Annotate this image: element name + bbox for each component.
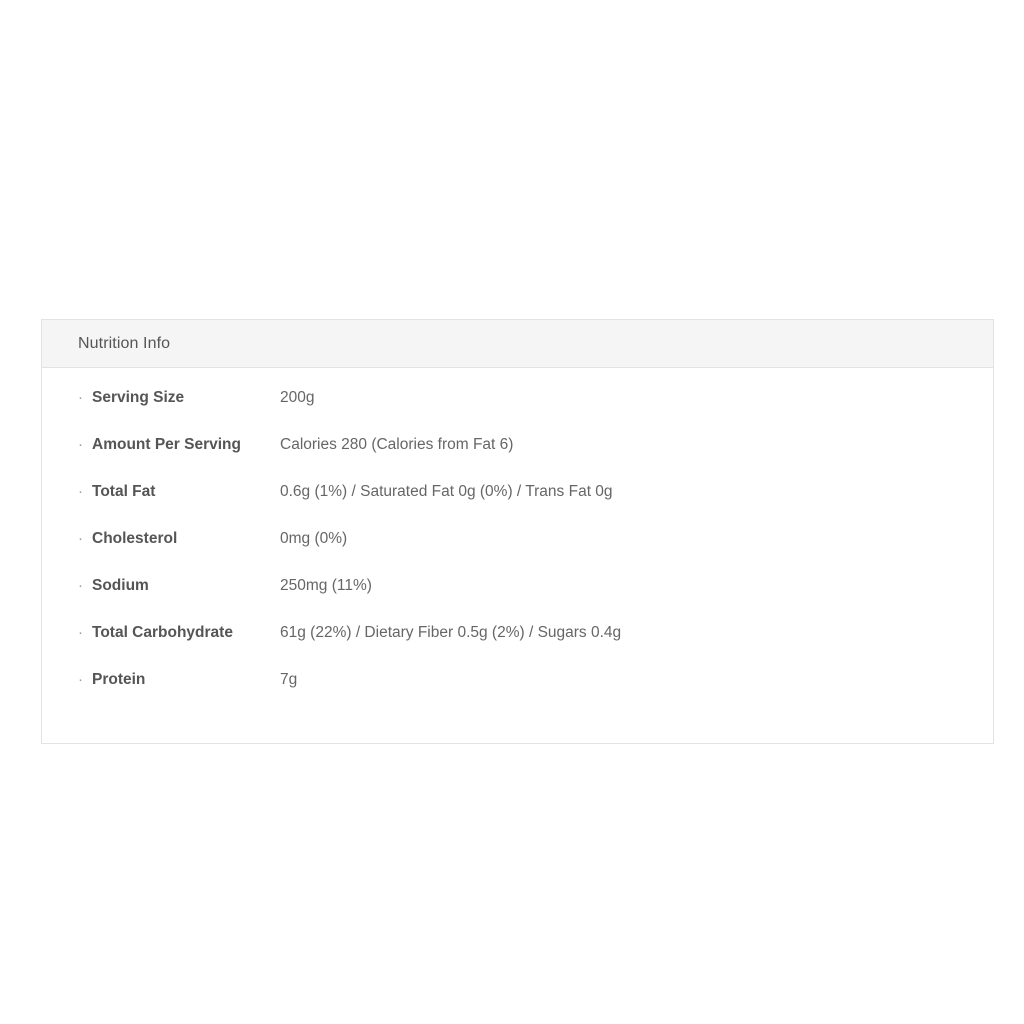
nutrition-label: Cholesterol	[92, 530, 178, 547]
nutrition-value: 200g	[280, 389, 315, 406]
nutrition-value: 0mg (0%)	[280, 530, 348, 547]
list-item	[42, 388, 993, 435]
nutrition-value: Calories 280 (Calories from Fat 6)	[280, 436, 514, 453]
nutrition-label: Sodium	[92, 577, 149, 594]
list-item	[42, 529, 993, 576]
list-item	[42, 482, 993, 529]
nutrition-value: 250mg (11%)	[280, 577, 372, 594]
bullet-icon: ·	[78, 436, 83, 453]
nutrition-value: 0.6g (1%) / Saturated Fat 0g (0%) / Trans Fat 0g	[280, 483, 613, 500]
bullet-icon: ·	[78, 483, 83, 500]
nutrition-label: Total Fat	[92, 483, 156, 500]
list-item	[42, 576, 993, 623]
nutrition-info-panel	[41, 319, 994, 744]
bullet-icon: ·	[78, 577, 83, 594]
nutrition-label: Total Carbohydrate	[92, 624, 233, 641]
nutrition-value: 61g (22%) / Dietary Fiber 0.5g (2%) / Sugars 0.4g	[280, 624, 622, 641]
panel-body	[42, 368, 993, 743]
list-item	[42, 623, 993, 670]
nutrition-value: 7g	[280, 671, 298, 688]
list-item	[42, 435, 993, 482]
nutrition-label: Protein	[92, 671, 146, 688]
panel-header	[42, 320, 993, 368]
bullet-icon: ·	[78, 530, 83, 547]
list-item	[42, 670, 993, 717]
nutrition-label: Amount Per Serving	[92, 436, 241, 453]
bullet-icon: ·	[78, 671, 83, 688]
bullet-icon: ·	[78, 624, 83, 641]
nutrition-label: Serving Size	[92, 389, 185, 406]
bullet-icon: ·	[78, 389, 83, 406]
panel-title: Nutrition Info	[78, 334, 171, 352]
